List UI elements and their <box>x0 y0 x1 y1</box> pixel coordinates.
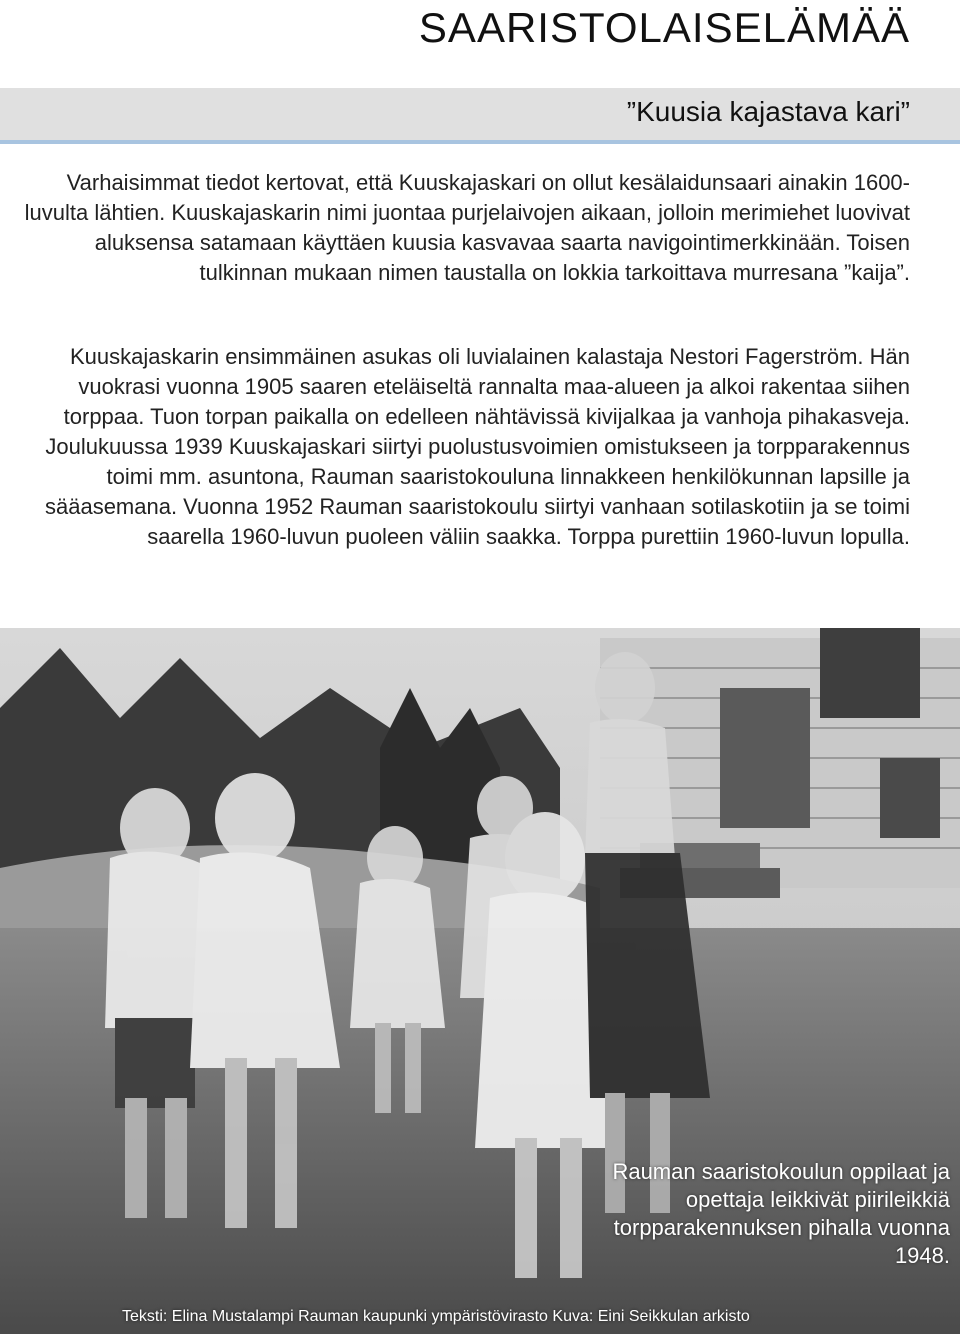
photo-credits: Tekstі: Elina Mustalampi Rauman kaupunki ympäristövirasto Kuva: Eini Seikkulan arkisto <box>122 1308 750 1325</box>
article-paragraph-2 <box>20 342 910 552</box>
page-title: SAARISTOLAISELÄMÄÄ <box>418 4 910 51</box>
photo-caption: Rauman saaristokoulun oppilaat ja opettaja leikkivät piirileikkiä torpparakennuksen pihalla vuonna 1948. <box>612 1159 950 1268</box>
page-subtitle: ”Kuusia kajastava kari” <box>626 96 910 127</box>
paragraph-text: Kuuskajaskarin ensimmäinen asukas oli luvialainen kalastaja Nestori Fagerström. Hän vuokrasi vuonna 1905 saaren eteläiseltä rannalta maa-alueen ja alkoi rakentaa siihen torppaa. Tuon torpan paikalla on edelleen nähtävissä kivijalkaa ja vanhoja pihakasveja. Joulukuussa 1939 Kuuskajaskari siirtyi puolustusvoimien omistukseen ja torpparakennus toimi mm. asuntona, Rauman saaristokouluna linnakkeen henkilökunnan lapsille ja sääasemana. Vuonna 1952 Rauman saaristokoulu siirtyi vanhaan sotilaskotiin ja se toimi saarella 1960-luvun puoleen väliin saakka. Torppa purettiin 1960-luvun lopulla. <box>44 344 910 549</box>
article-paragraph-1 <box>20 168 910 288</box>
paragraph-text: Varhaisimmat tiedot kertovat, että Kuuskajaskari on ollut kesälaidunsaari ainakin 1600-luvulta lähtien. Kuuskajaskarin nimi juontaa purjelaivojen aikaan, jolloin merimiehet luovivat aluksensa satamaan käyttäen kuusia kasvavaa saarta navigointimerkkinään. Toisen tulkinnan mukaan nimen taustalla on lokkia tarkoittava murresana ”kaija”. <box>24 170 910 285</box>
